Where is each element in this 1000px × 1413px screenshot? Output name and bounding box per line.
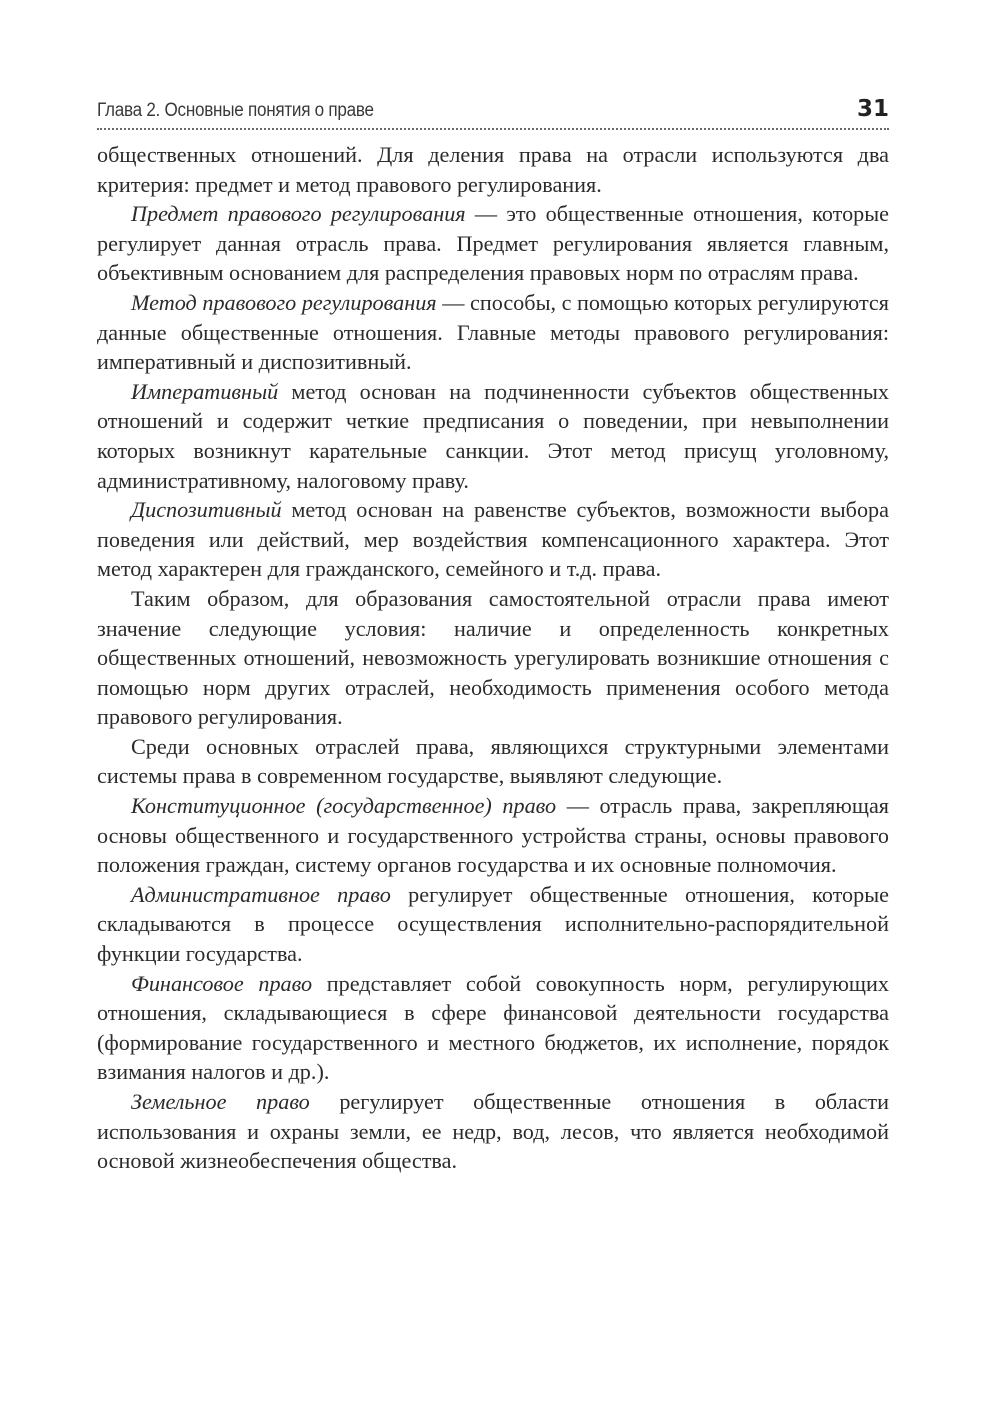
paragraph-text: Среди основных отраслей права, являющихся структурными элементами системы права в современном государстве, выявляют следующие. <box>97 733 889 789</box>
paragraph-administrative-law <box>97 880 889 969</box>
paragraph-financial-law <box>97 969 889 1087</box>
paragraph-dispositive-method <box>97 495 889 584</box>
paragraph-imperative-method <box>97 377 889 495</box>
running-header <box>97 88 889 130</box>
paragraph-branch-conditions <box>97 584 889 732</box>
defined-term: Метод правового регулирования <box>131 289 437 315</box>
defined-term: Финансовое право <box>131 970 313 996</box>
paragraph-main-branches-intro <box>97 732 889 791</box>
body-text <box>97 140 889 1176</box>
paragraph-text: Таким образом, для образования самостоятельной отрасли права имеют значение следующие условия: наличие и определенность конкретных общественных отношений, невозможность урегулировать возникшие отношения с помощью норм других отраслей, необходимость применения особого метода правового регулирования. <box>97 585 889 730</box>
paragraph-text: — отрасль права, закрепляющая основы общественного и государственного устройства страны, основы правового положения граждан, систему органов государства и их основные полномочия. <box>97 793 889 878</box>
paragraph-text: представляет собой совокупность норм, регулирующих отношения, складывающиеся в сфере финансовой деятельности государства (формирование государственного и местного бюджетов, их исполнение, порядок взимания налогов и др.). <box>97 970 889 1085</box>
paragraph-text: — способы, с помощью которых регулируются данные общественные отношения. Главные методы правового регулирования: императивный и диспозитивный. <box>97 289 889 375</box>
book-page <box>97 88 889 1176</box>
paragraph-constitutional-law <box>97 791 889 880</box>
paragraph-text: общественных отношений. Для деления права на отрасли используются два критерия: предмет и метод правового регулирования. <box>97 142 889 197</box>
paragraph-subject-of-regulation <box>97 199 889 288</box>
paragraph-text: — это общественные отношения, которые регулирует данная отрасль права. Предмет регулирования является главным, объективным основанием для распределения правовых норм по отраслям права. <box>97 201 890 286</box>
defined-term: Земельное право <box>131 1089 310 1114</box>
defined-term: Предмет правового регулирования <box>131 201 466 227</box>
defined-term: Административное право <box>131 881 391 907</box>
paragraph-text: метод основан на равенстве субъектов, возможности выбора поведения или действий, мер воздействия компенсационного характера. Этот метод характерен для гражданского, семейного и т.д. права. <box>97 497 889 582</box>
defined-term: Диспозитивный <box>131 497 282 523</box>
chapter-title: Глава 2. Основные понятия о праве <box>97 100 374 121</box>
paragraph-text: метод основан на подчиненности субъектов общественных отношений и содержит четкие предписания о поведении, при невыполнении которых возникнут карательные санкции. Этот метод присущ уголовному, административному, налоговому праву. <box>97 378 889 493</box>
paragraph-continuation <box>97 140 889 199</box>
paragraph-text: регулирует общественные отношения в области использования и охраны земли, ее недр, вод, лесов, что является необходимой основой жизнеобеспечения общества. <box>97 1089 889 1174</box>
paragraph-method-of-regulation <box>97 288 889 377</box>
defined-term: Конституционное (государственное) право <box>131 793 557 819</box>
page-number: 31 <box>856 96 889 122</box>
paragraph-text: регулирует общественные отношения, которые складываются в процессе осуществления исполнительно-распорядительной функции государства. <box>97 881 889 967</box>
paragraph-land-law <box>97 1087 889 1176</box>
defined-term: Императивный <box>131 378 279 404</box>
